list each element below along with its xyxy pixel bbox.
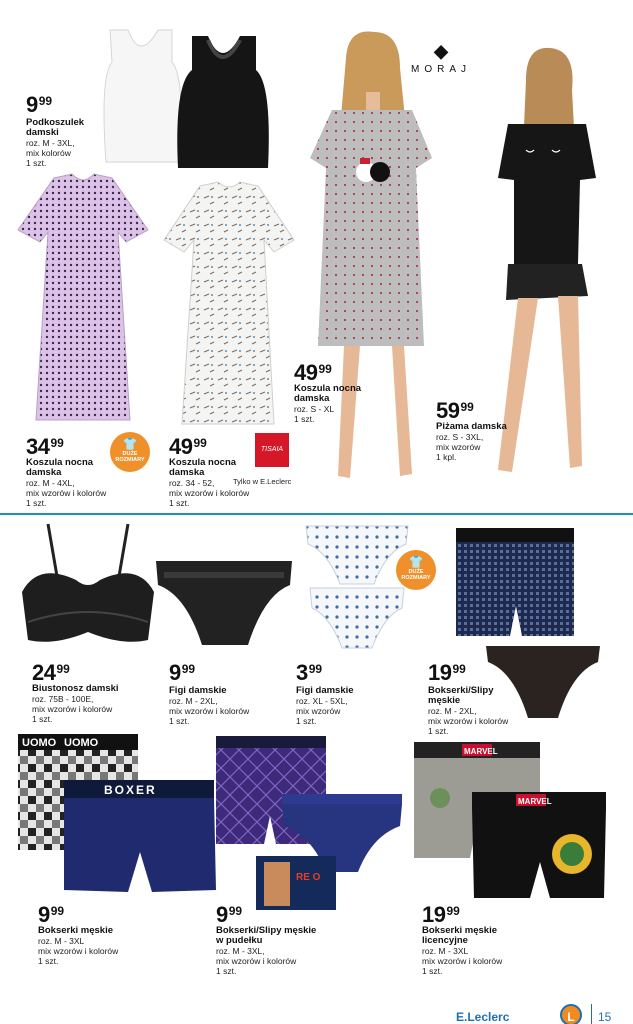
product-variant: mix wzorów i kolorów	[32, 704, 113, 714]
price-koszula1	[26, 436, 64, 458]
price-cents: 99	[460, 400, 474, 414]
product-name: Figi damskie	[169, 685, 227, 696]
price-cents: 99	[50, 904, 65, 918]
price-podkoszulek	[26, 94, 52, 116]
product-size: roz. XL - 5XL,	[296, 696, 348, 706]
product-variant: mix wzorów i kolorów	[26, 488, 107, 498]
price-cents: 99	[181, 662, 196, 676]
product-qty: 1 szt.	[169, 716, 190, 726]
price-main: 49	[169, 434, 193, 459]
product-qty: 1 szt.	[216, 966, 237, 976]
tisaia-logo: TISAIA	[255, 433, 289, 467]
reo-label: RE O	[296, 872, 321, 883]
price-main: 34	[26, 434, 50, 459]
product-qty: 1 szt.	[38, 956, 59, 966]
product-variant: mix wzorów i kolorów	[38, 946, 119, 956]
product-qty: 1 szt.	[26, 498, 47, 508]
product-name: Figi damskie	[296, 685, 354, 696]
product-qty: 1 szt.	[26, 158, 47, 168]
price-main: 49	[294, 360, 318, 385]
bra-image	[18, 522, 158, 647]
product-name: Bokserki/Slipy	[428, 685, 494, 696]
product-name: Biustonosz damski	[32, 683, 119, 694]
desc-koszula3	[294, 384, 361, 424]
uomo-label: UOMO	[22, 737, 57, 749]
price-koszula3	[294, 362, 332, 384]
desc-biustonosz	[32, 684, 119, 724]
desc-podkoszulek	[26, 118, 84, 168]
product-variant: mix wzorów i kolorów	[428, 716, 509, 726]
tank-tops-image	[100, 22, 285, 172]
printed-briefs-image	[302, 522, 412, 652]
price-koszula2	[169, 436, 207, 458]
desc-pizama	[436, 422, 507, 462]
desc-bokserki1	[38, 926, 118, 966]
price-cents: 99	[56, 662, 70, 676]
product-qty: 1 kpl.	[436, 452, 457, 462]
product-name: Koszula nocna	[294, 383, 362, 394]
price-figi1	[169, 662, 195, 684]
large-sizes-badge-2	[396, 550, 436, 590]
price-main: 19	[428, 660, 452, 685]
desc-figi1	[169, 686, 249, 726]
black-briefs-image	[152, 555, 297, 650]
product-name-2: damska	[294, 393, 330, 404]
product-size: roz. M - 4XL,	[26, 478, 75, 488]
price-cents: 99	[193, 436, 207, 450]
product-size: roz. 34 - 52,	[169, 478, 215, 488]
uomo-label-2: UOMO	[64, 737, 99, 749]
moraj-logo	[407, 42, 475, 75]
page-number: 15	[598, 1010, 612, 1024]
price-main: 24	[32, 660, 56, 685]
product-name-2: damska	[26, 467, 62, 478]
product-name-2: damski	[26, 127, 59, 138]
price-bokserki-slipy	[428, 662, 466, 684]
tshirt-icon: 👕	[408, 555, 424, 569]
product-qty: 1 szt.	[169, 498, 190, 508]
pink-nightgown-image	[14, 172, 152, 427]
product-size: roz. M - 2XL,	[169, 696, 218, 706]
product-size: roz. S - 3XL,	[436, 432, 484, 442]
price-bokserki-pudelko	[216, 904, 242, 926]
product-variant: mix wzorów i kolorów	[169, 706, 250, 716]
price-pizama	[436, 400, 474, 422]
product-name-2: licencyjne	[422, 935, 468, 946]
price-cents: 99	[228, 904, 243, 918]
boxers-box-image	[212, 732, 408, 912]
product-variant: mix wzorów	[436, 442, 481, 452]
product-qty: 1 szt.	[294, 414, 315, 424]
price-figi2	[296, 662, 322, 684]
moraj-logo-mark: ◆	[434, 41, 448, 61]
product-name: Podkoszulek	[26, 117, 85, 128]
badge-line1: DUŻE	[122, 451, 138, 457]
product-name: Bokserki/Slipy męskie	[216, 925, 317, 936]
exclusive-note: Tylko w E.Leclerc	[233, 477, 292, 486]
section-divider	[0, 513, 633, 515]
product-name-2: w pudełku	[216, 935, 263, 946]
product-name-2: damska	[169, 467, 205, 478]
price-cents: 99	[452, 662, 466, 676]
price-bokserki1	[38, 904, 64, 926]
product-size: roz. M - 3XL	[422, 946, 469, 956]
product-size: roz. S - XL	[294, 404, 335, 414]
moraj-logo-word: MORAJ	[411, 64, 471, 75]
price-bokserki-lic	[422, 904, 460, 926]
badge-line2: ROZMIARY	[115, 457, 145, 463]
product-qty: 1 szt.	[422, 966, 443, 976]
product-variant: mix wzorów i kolorów	[216, 956, 297, 966]
price-main: 9	[38, 902, 50, 927]
price-biustonosz	[32, 662, 70, 684]
product-qty: 1 szt.	[32, 714, 53, 724]
price-main: 9	[216, 902, 228, 927]
footer-separator	[591, 1004, 592, 1024]
desc-figi2	[296, 686, 354, 726]
desc-koszula1	[26, 458, 106, 508]
boxer-label: BOXER	[104, 783, 157, 797]
desc-bokserki-pudelko	[216, 926, 316, 976]
price-cents: 99	[308, 662, 323, 676]
marvel-label: MARVEL	[464, 747, 498, 756]
product-variant: mix wzorów	[296, 706, 341, 716]
product-name: Bokserki męskie	[38, 925, 113, 936]
product-name: Koszula nocna	[26, 457, 94, 468]
price-main: 19	[422, 902, 446, 927]
marvel-label-2: MARVEL	[518, 797, 552, 806]
desc-bokserki-slipy	[428, 686, 508, 736]
product-size: roz. M - 3XL,	[216, 946, 265, 956]
leclerc-logo-icon: L	[560, 1004, 582, 1024]
price-main: 3	[296, 660, 308, 685]
product-name: Koszula nocna	[169, 457, 237, 468]
product-variant: mix kolorów	[26, 148, 71, 158]
uomo-boxer-image	[12, 732, 222, 902]
price-main: 9	[26, 92, 38, 117]
badge-line2: ROZMIARY	[401, 575, 431, 581]
product-name: Piżama damska	[436, 421, 507, 432]
price-main: 59	[436, 398, 460, 423]
product-size: roz. M - 3XL,	[26, 138, 75, 148]
price-cents: 99	[318, 362, 332, 376]
product-size: roz. M - 3XL	[38, 936, 85, 946]
leclerc-brand-text: E.Leclerc	[456, 1010, 510, 1024]
price-cents: 99	[446, 904, 460, 918]
price-cents: 99	[50, 436, 64, 450]
tshirt-icon: 👕	[122, 437, 138, 451]
product-size: roz. 75B - 100E,	[32, 694, 94, 704]
product-qty: 1 szt.	[428, 726, 449, 736]
product-variant: mix wzorów i kolorów	[169, 488, 250, 498]
checked-boxers-image	[452, 526, 578, 644]
product-name: Bokserki męskie	[422, 925, 497, 936]
badge-line1: DUŻE	[408, 569, 424, 575]
model-grey-nightgown-image	[296, 28, 446, 498]
large-sizes-badge	[110, 432, 150, 472]
marvel-boxers-image	[410, 738, 610, 918]
desc-bokserki-lic	[422, 926, 502, 976]
product-qty: 1 szt.	[296, 716, 317, 726]
product-size: roz. M - 2XL,	[428, 706, 477, 716]
product-name-2: męskie	[428, 695, 461, 706]
price-cents: 99	[38, 94, 53, 108]
product-variant: mix wzorów i kolorów	[422, 956, 503, 966]
price-main: 9	[169, 660, 181, 685]
white-nightgown-image	[160, 180, 298, 430]
